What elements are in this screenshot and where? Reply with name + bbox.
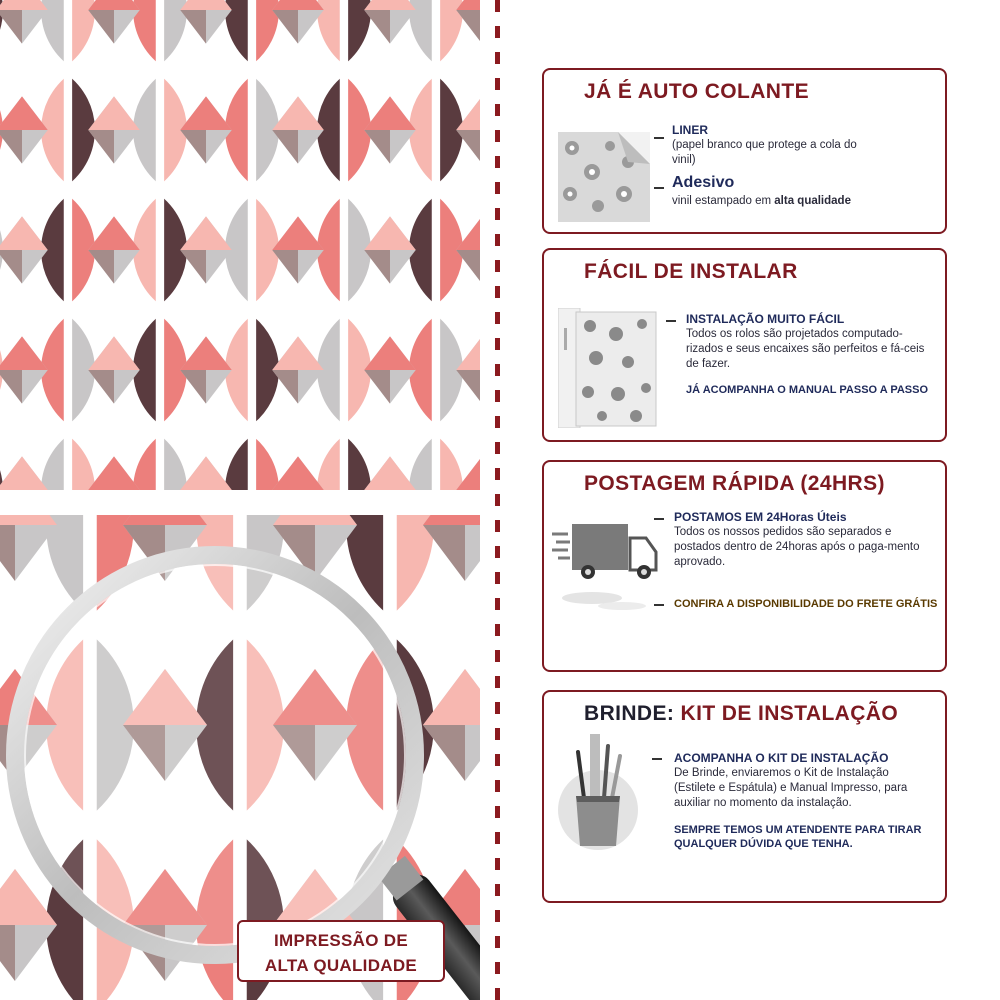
adesivo-desc [672, 194, 942, 209]
postagem-desc: Todos os nossos pedidos são separados e postados dentro de 24horas após o paga-mento aprovado. [674, 526, 920, 568]
card-title [584, 702, 898, 726]
card-brinde [542, 690, 947, 903]
card-title: JÁ É AUTO COLANTE [584, 80, 809, 103]
quality-badge [237, 920, 445, 982]
frete-dash [654, 604, 664, 606]
liner-label: LINER [672, 123, 708, 137]
brinde-dash [652, 758, 662, 760]
card-title-brinde: BRINDE: [584, 702, 681, 725]
frete-note: CONFIRA A DISPONIBILIDADE DO FRETE GRÁTIS [674, 598, 938, 610]
pattern-preview-panel [0, 0, 480, 1000]
dashed-divider [495, 0, 500, 1000]
card-facil-instalar [542, 248, 947, 442]
magnifier-icon [0, 0, 480, 1000]
facil-dash [666, 320, 676, 322]
liner-dash [654, 137, 664, 139]
facil-desc: Todos os rolos são projetados computado-rizados e seus encaixes são perfeitos e fá-ceis de fazer. [686, 328, 925, 370]
facil-manual: JÁ ACOMPANHA O MANUAL PASSO A PASSO [686, 384, 929, 396]
refrigerator-wallpaper-icon [558, 308, 658, 428]
adesivo-desc-text: vinil estampado em [672, 195, 775, 207]
tool-cup-icon [550, 728, 646, 854]
liner-desc: (papel branco que protege a cola do vinil) [672, 139, 857, 166]
quality-badge-line2: ALTA QUALIDADE [264, 956, 418, 975]
quality-badge-line1: IMPRESSÃO DE [274, 931, 408, 950]
facil-heading: INSTALAÇÃO MUITO FÁCIL [686, 312, 845, 326]
brinde-desc: De Brinde, enviaremos o Kit de Instalação (Estilete e Espátula) e Manual Impresso, para auxiliar no momento da instalação. [674, 767, 908, 809]
card-title-kit: KIT DE INSTALAÇÃO [680, 702, 899, 725]
adesivo-dash [654, 187, 664, 189]
postagem-dash [654, 518, 664, 520]
card-postagem [542, 460, 947, 672]
postagem-heading: POSTAMOS EM 24Horas Úteis [674, 510, 847, 524]
card-title: FÁCIL DE INSTALAR [584, 260, 798, 283]
delivery-truck-icon [552, 520, 662, 610]
adesivo-label: Adesivo [672, 174, 735, 191]
adesivo-desc-bold: alta qualidade [774, 195, 851, 207]
brinde-note: SEMPRE TEMOS UM ATENDENTE PARA TIRAR QUALQUER DÚVIDA QUE TENHA. [674, 824, 922, 850]
card-auto-colante [542, 68, 947, 234]
floral-sticker-icon [558, 132, 650, 222]
card-title: POSTAGEM RÁPIDA (24HRS) [584, 472, 885, 495]
brinde-heading: ACOMPANHA O KIT DE INSTALAÇÃO [674, 751, 889, 765]
